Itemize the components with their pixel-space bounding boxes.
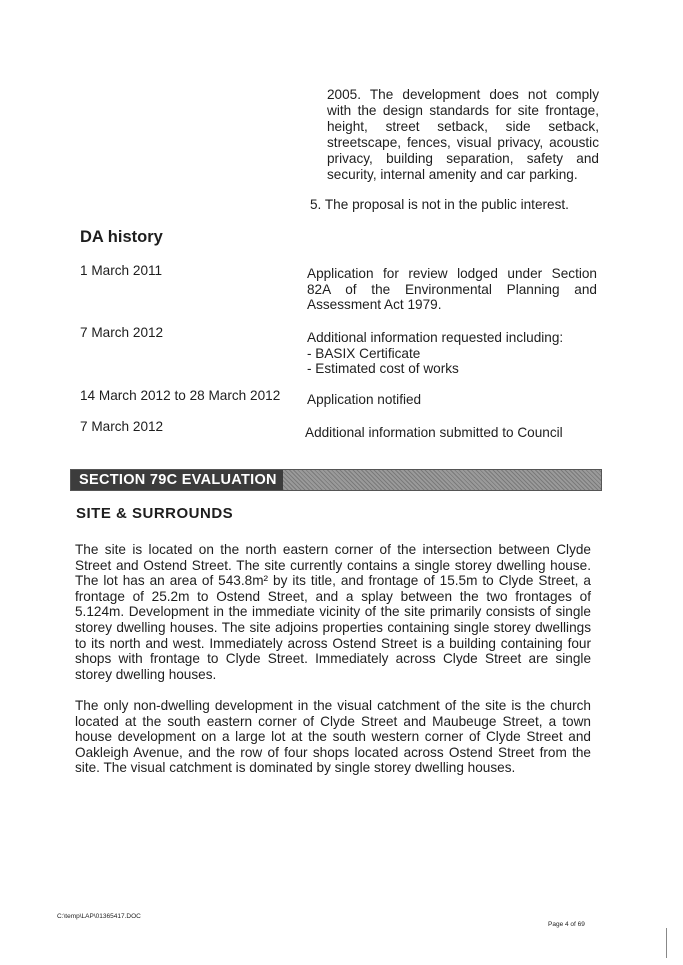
text-line: 82A of the Environmental Planning and: [307, 281, 597, 297]
text-line: with the design standards for site frontage,: [327, 103, 599, 118]
text-line: 2005. The development does not comply: [327, 87, 599, 102]
footer-file-path: C:\temp\LAP\01365417.DOC: [57, 913, 141, 920]
history-description: [307, 392, 597, 408]
text-line: shops with frontage to Clyde Street. Immediately across Clyde Street are single: [75, 651, 591, 667]
history-date: 14 March 2012 to 28 March 2012: [80, 388, 281, 403]
history-date: 7 March 2012: [80, 419, 164, 434]
text-line: Additional information submitted to Council: [305, 425, 563, 440]
site-paragraph-1: [75, 542, 591, 682]
scan-edge-mark: [666, 928, 667, 958]
list-item-5: 5. The proposal is not in the public interest.: [310, 197, 569, 212]
continuation-paragraph: [327, 87, 599, 183]
history-date: 7 March 2012: [80, 325, 164, 340]
history-description: [307, 266, 597, 313]
site-paragraph-2: [75, 698, 591, 776]
history-date: 1 March 2011: [80, 263, 163, 278]
text-line: to its north and west. Immediately across Ostend Street is a building containing four: [75, 635, 591, 651]
text-line: Application notified: [307, 392, 422, 407]
text-line: security, internal amenity and car parking.: [327, 167, 578, 182]
da-history-heading: DA history: [80, 228, 163, 246]
text-line: storey dwelling houses. The site adjoins properties containing single storey dwellings: [75, 619, 591, 635]
text-line: Additional information requested including:: [307, 330, 564, 345]
text-line: Oakleigh Avenue, and the row of four shops located across Ostend Street from the: [75, 744, 591, 760]
text-line: height, street setback, side setback,: [327, 119, 599, 134]
text-line: - Estimated cost of works: [307, 361, 459, 376]
text-line: The lot has an area of 543.8m² by its title, and frontage of 15.5m to Clyde Street, a: [75, 573, 591, 589]
text-line: 5.124m. Development in the immediate vicinity of the site primarily consists of single: [75, 604, 591, 620]
text-line: privacy, building separation, safety and: [327, 151, 599, 166]
text-line: The only non-dwelling development in the visual catchment of the site is the church: [75, 698, 591, 713]
text-line: - BASIX Certificate: [307, 345, 421, 361]
site-heading: SITE & SURROUNDS: [76, 505, 234, 522]
text-line: Street and Ostend Street. The site currently contains a single storey dwelling house.: [75, 557, 591, 573]
footer-page-number: Page 4 of 69: [548, 921, 585, 928]
history-description: [307, 330, 597, 377]
history-description: [305, 425, 595, 441]
text-line: The site is located on the north eastern corner of the intersection between Clyde: [75, 542, 591, 557]
text-line: Application for review lodged under Section: [307, 266, 597, 281]
text-line: frontage of 25.2m to Ostend Street, and a splay between the two frontages of: [75, 588, 591, 604]
text-line: storey dwelling houses.: [75, 666, 217, 682]
text-line: Assessment Act 1979.: [307, 297, 442, 312]
text-line: house development on a large lot at the south western corner of Clyde Street and: [75, 729, 591, 745]
text-line: located at the south eastern corner of Clyde Street and Maubeuge Street, a town: [75, 713, 591, 729]
text-line: streetscape, fences, visual privacy, acoustic: [327, 135, 599, 150]
section-banner-title: SECTION 79C EVALUATION: [71, 470, 283, 490]
section-banner: [70, 469, 602, 491]
text-line: site. The visual catchment is dominated by single storey dwelling houses.: [75, 760, 516, 776]
